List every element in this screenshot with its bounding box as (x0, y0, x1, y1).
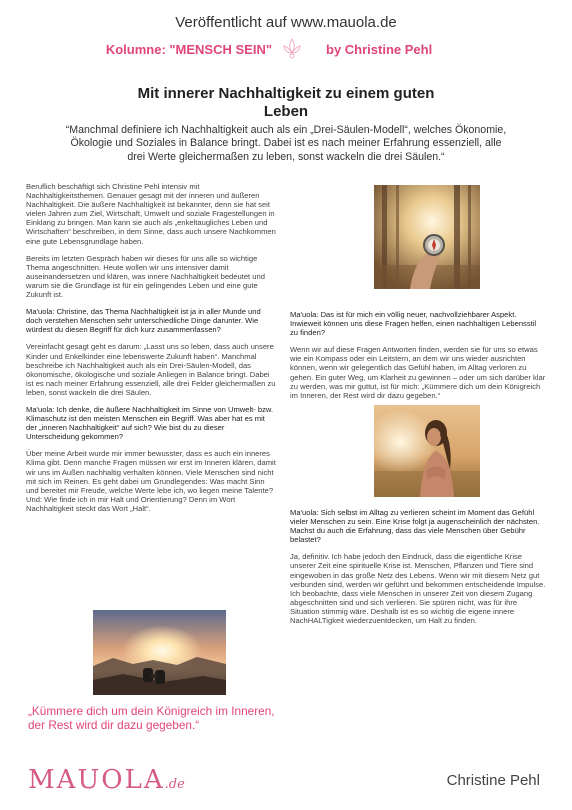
paragraph: Ja, definitiv. Ich habe jedoch den Eindruck, dass die eigentliche Krise unserer Zeit eine spirituelle Krise ist. Menschen, Pflanzen und Tiere sind eingewoben in das große Netz des Lebens. Wenn wir mit diesem Netz gut verbunden sind, werden wir geführt und bekommen entscheidende Impulse. Ich beobachte, dass viele Menschen in unserer Zeit von diesem Zugang abgeschnitten sind und sich verlieren. Sie spüren nicht, was für ihre Situation stimmig wäre. Deshalb ist es so wichtig die eigene innere NachHALTigkeit wiederzuentdecken, um Halt zu finden. (290, 552, 546, 626)
paragraph: Über meine Arbeit wurde mir immer bewusster, dass es auch ein inneres Klima gibt. Denn manche Fragen müssen wir erst im Inneren klären, damit wir uns im Außen nachhaltig verhalten können. Viele Menschen sind nicht mit sich im Reinen. Es geht dabei um Grundlegendes: Was macht Sinn und bereitet mir Freude, welche Werte lebe ich, wo liegen meine Talente? Und: Wie finde ich in mir Halt und Orientierung? Denn im Wort Nachhaltigkeit steckt das Wort „Halt“. (26, 449, 276, 513)
interview-question: Ma'uola: Sich selbst im Alltag zu verlieren scheint im Moment das Gefühl vieler Menschen zu sein. Eine Krise folgt ja augenscheinlich der nächsten. Machst du auch die Erfahrung, dass das viele Menschen über Gebühr belastet? (290, 508, 540, 545)
published-line: Veröffentlicht auf www.mauola.de (175, 14, 397, 31)
interview-question: Ma'uola: Das ist für mich ein völlig neuer, nachvollziehbarer Aspekt. Inwieweit können uns diese Fragen helfen, einen nachhaltigen Lebensstil zu finden? (290, 310, 537, 338)
title-line-1: Mit innerer Nachhaltigkeit zu einem guten (137, 85, 435, 102)
right-column-bottom (290, 508, 546, 633)
author-name: Christine Pehl (446, 772, 540, 789)
lotus-icon (280, 36, 304, 60)
paragraph: Wenn wir auf diese Fragen Antworten finden, werden sie für uns so etwas wie ein Kompass oder ein Leitstern, an dem wir uns wieder ausrichten können, wenn wir gelegentlich das Gefühl haben, im Alltag verloren zu gehen. Ein guter Weg, um Klarheit zu gewinnen – oder um sich darüber klar zu werden, was mir guttut, ist für mich: „Kümmere dich um dein Königreich im Inneren, der Rest wird dir dazu gegeben.“ (290, 345, 546, 400)
interview-question: Ma'uola: Ich denke, die äußere Nachhaltigkeit im Sinne von Umwelt- bzw. Klimaschutz ist den meisten Menschen ein Begriff. Was aber hat es mit der „inneren Nachhaltigkeit“ auf sich? Wie bist du zu dieser Unterscheidung gekommen? (26, 404, 274, 442)
right-column-top (290, 310, 546, 408)
logo-suffix: .de (164, 777, 185, 792)
binoculars-photo (93, 610, 226, 695)
pull-quote: „Kümmere dich um dein Königreich im Inneren, der Rest wird dir dazu gegeben.“ (28, 704, 275, 732)
mauola-logo[interactable] (28, 765, 185, 795)
interview-question: Ma'uola: Christine, das Thema Nachhaltigkeit ist ja in aller Munde und doch verstehen Menschen sehr unterschiedliche Dinge darunter. Wie würdest du diesen Begriff für dich kurz zusammenfassen? (26, 307, 261, 335)
title-line-2: Leben (263, 103, 309, 120)
left-column (26, 182, 276, 521)
logo-text: MAUOLA (28, 765, 165, 795)
paragraph: Vereinfacht gesagt geht es darum: „Lasst uns so leben, dass auch unsere Kinder und Enkelkinder eine lebenswerte Zukunft haben“. Manchmal beschreibe ich Nachhaltigkeit auch als ein Drei-Säulen-Modell, das ökonomische, ökologische und soziale Anliegen in Balance bringt. Dabei ist es nach meiner Erfahrung essenziell, alle drei Felder gleichermaßen zu leben, sonst wackeln die drei Säulen. (26, 342, 276, 397)
compass-photo (374, 185, 480, 289)
paragraph: Beruflich beschäftigt sich Christine Pehl intensiv mit Nachhaltigkeitsthemen. Genauer gesagt mit der inneren und äußeren Nachhaltigkeit. Die äußere Nachhaltigkeit ist bekannter, denn sie hat seit vielen Jahren zum Ziel, Wirtschaft, Umwelt und soziale Fragestellungen in Einklang zu bringen. Man kann sie auch als „enkeltaugliches Leben und Wirtschaften“ beschreiben, in dem Sinne, dass auch unsere Nachkommen eine gute Lebensgrundlage haben. (26, 182, 276, 246)
column-title: Kolumne: "MENSCH SEIN" (105, 42, 272, 57)
paragraph: Bereits im letzten Gespräch haben wir dieses für uns alle so wichtige Thema angeschnitten. Heute wollen wir uns intensiver damit auseinandersetzen und klären, was innere Nachhaltigkeit bedeutet und warum sie die Grundlage ist für ein gelingendes Leben und eine gute Zukunft ist. (26, 253, 265, 300)
woman-sunset-photo (374, 405, 480, 497)
intro-quote: “Manchmal definiere ich Nachhaltigkeit auch als ein „Drei-Säulen-Modell“, welches Ökonomie, Ökologie und Soziales in Balance bringt. Dabei ist es nach meiner Erfahrung essenziell, alle drei Werte gleichermaßen zu leben, sonst wackeln die drei Säulen.“ (65, 124, 507, 163)
article-title (0, 85, 572, 121)
column-author: by Christine Pehl (326, 42, 433, 57)
